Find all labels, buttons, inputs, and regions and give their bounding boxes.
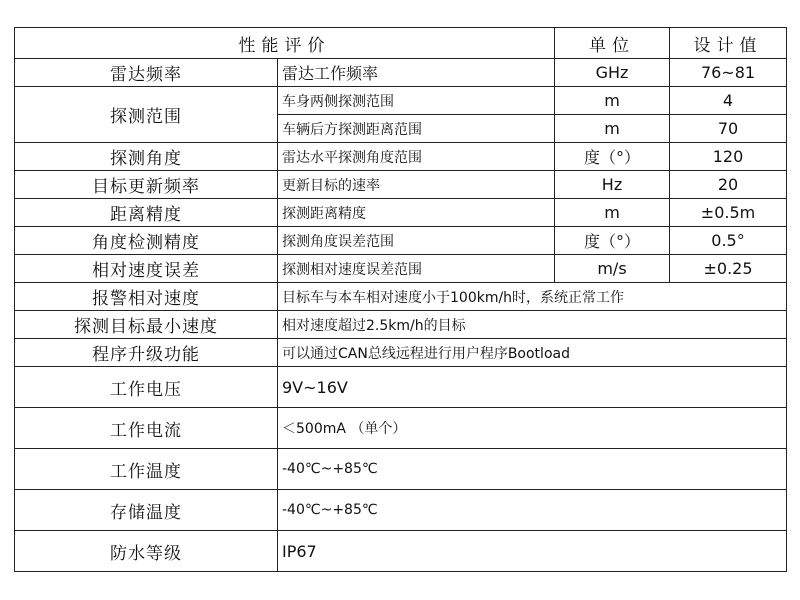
row-description: 相对速度超过2.5km/h的目标 bbox=[278, 311, 787, 339]
row-category: 工作电压 bbox=[15, 367, 278, 408]
row-description: 雷达工作频率 bbox=[278, 59, 555, 87]
table-row bbox=[15, 367, 787, 408]
row-value: 20 bbox=[670, 171, 787, 199]
row-category: 存储温度 bbox=[15, 490, 278, 531]
row-value: ±0.5m bbox=[670, 199, 787, 227]
header-unit: 单位 bbox=[555, 28, 670, 59]
row-category: 探测目标最小速度 bbox=[15, 311, 278, 339]
row-category: 目标更新频率 bbox=[15, 171, 278, 199]
table-row bbox=[15, 227, 787, 255]
table-row bbox=[15, 255, 787, 283]
row-description: 车辆后方探测距离范围 bbox=[278, 115, 555, 143]
row-description: 雷达水平探测角度范围 bbox=[278, 143, 555, 171]
row-category: 工作温度 bbox=[15, 449, 278, 490]
row-description: 探测相对速度误差范围 bbox=[278, 255, 555, 283]
row-description: ＜500mA （单个） bbox=[278, 408, 787, 449]
row-description: -40℃~+85℃ bbox=[278, 449, 787, 490]
table-row bbox=[15, 283, 787, 311]
row-unit: m bbox=[555, 87, 670, 115]
row-category: 相对速度误差 bbox=[15, 255, 278, 283]
row-description: 探测角度误差范围 bbox=[278, 227, 555, 255]
row-value: 70 bbox=[670, 115, 787, 143]
row-category: 报警相对速度 bbox=[15, 283, 278, 311]
row-value: ±0.25 bbox=[670, 255, 787, 283]
row-value: 4 bbox=[670, 87, 787, 115]
row-description: 9V~16V bbox=[278, 367, 787, 408]
row-value: 0.5° bbox=[670, 227, 787, 255]
row-category: 探测范围 bbox=[15, 87, 278, 143]
row-unit: m/s bbox=[555, 255, 670, 283]
row-description: 更新目标的速率 bbox=[278, 171, 555, 199]
row-description: 可以通过CAN总线远程进行用户程序Bootload bbox=[278, 339, 787, 367]
row-description: 探测距离精度 bbox=[278, 199, 555, 227]
table-row bbox=[15, 171, 787, 199]
row-description: IP67 bbox=[278, 531, 787, 572]
table-row bbox=[15, 531, 787, 572]
spec-table bbox=[14, 27, 787, 572]
row-description: 车身两侧探测范围 bbox=[278, 87, 555, 115]
row-unit: Hz bbox=[555, 171, 670, 199]
table-row bbox=[15, 339, 787, 367]
row-category: 角度检测精度 bbox=[15, 227, 278, 255]
table-row bbox=[15, 143, 787, 171]
row-description: 目标车与本车相对速度小于100km/h时，系统正常工作 bbox=[278, 283, 787, 311]
row-description: -40℃~+85℃ bbox=[278, 490, 787, 531]
row-category: 工作电流 bbox=[15, 408, 278, 449]
table-row bbox=[15, 311, 787, 339]
row-category: 距离精度 bbox=[15, 199, 278, 227]
table-row bbox=[15, 408, 787, 449]
header-row bbox=[15, 28, 787, 59]
row-category: 探测角度 bbox=[15, 143, 278, 171]
row-category: 程序升级功能 bbox=[15, 339, 278, 367]
row-value: 120 bbox=[670, 143, 787, 171]
table-row bbox=[15, 449, 787, 490]
table-row bbox=[15, 87, 787, 115]
row-value: 76~81 bbox=[670, 59, 787, 87]
header-design-value: 设计值 bbox=[670, 28, 787, 59]
row-category: 防水等级 bbox=[15, 531, 278, 572]
row-unit: 度（°） bbox=[555, 227, 670, 255]
table-row bbox=[15, 490, 787, 531]
row-unit: 度（°） bbox=[555, 143, 670, 171]
table-row bbox=[15, 199, 787, 227]
row-unit: GHz bbox=[555, 59, 670, 87]
row-unit: m bbox=[555, 115, 670, 143]
row-unit: m bbox=[555, 199, 670, 227]
header-performance: 性能评价 bbox=[15, 28, 555, 59]
row-category: 雷达频率 bbox=[15, 59, 278, 87]
table-row bbox=[15, 59, 787, 87]
